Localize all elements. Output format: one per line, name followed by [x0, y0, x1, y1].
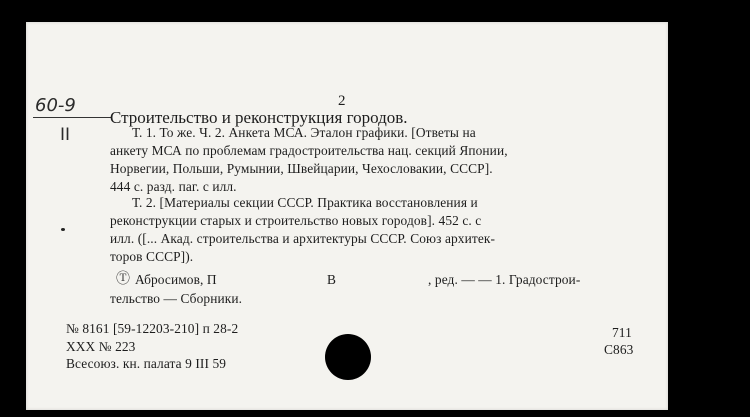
card-title: Строительство и реконструкция городов. [110, 108, 408, 127]
handwritten-mark: II [60, 125, 71, 145]
handwritten-underline [33, 117, 111, 118]
volume1-line3: Норвегии, Польши, Румынии, Швейцарии, Чехословакии, СССР]. [110, 161, 493, 176]
subject-editor: Абросимов, П [135, 272, 217, 287]
volume1-line1: Т. 1. То же. Ч. 2. Анкета МСА. Эталон графики. [Ответы на [132, 125, 476, 140]
footer-right-line2: С863 [604, 342, 634, 357]
handwritten-code: 60-9 [35, 95, 76, 116]
volume2-line4: торов СССР]). [110, 249, 194, 264]
volume1-line4: 444 с. разд. паг. с илл. [110, 179, 237, 194]
subject-initial: В [327, 272, 337, 287]
subject-symbol: Ⓣ [116, 272, 131, 287]
footer-right-line1: 711 [612, 325, 632, 340]
volume2-line2: реконструкции старых и строительство новых городов]. 452 с. с [110, 213, 482, 228]
footer-left-line3: Всесоюз. кн. палата 9 III 59 [66, 356, 227, 371]
volume2-line1: Т. 2. [Материалы секции СССР. Практика восстановления и [132, 195, 478, 210]
volume1-line2: анкету МСА по проблемам градостроительства нац. секций Японии, [110, 143, 508, 158]
subject-rest: , ред. — — 1. Градострои- [428, 272, 581, 287]
margin-mark [61, 228, 65, 231]
footer-left-line2: XXX № 223 [66, 339, 136, 354]
page-number: 2 [338, 93, 346, 109]
punch-hole [325, 334, 371, 380]
volume2-line3: илл. ([... Акад. строительства и архитектуры СССР. Союз архитек- [110, 231, 496, 246]
footer-left-line1: № 8161 [59-12203-210] п 28-2 [66, 321, 239, 336]
subject-line2: тельство — Сборники. [110, 291, 243, 306]
